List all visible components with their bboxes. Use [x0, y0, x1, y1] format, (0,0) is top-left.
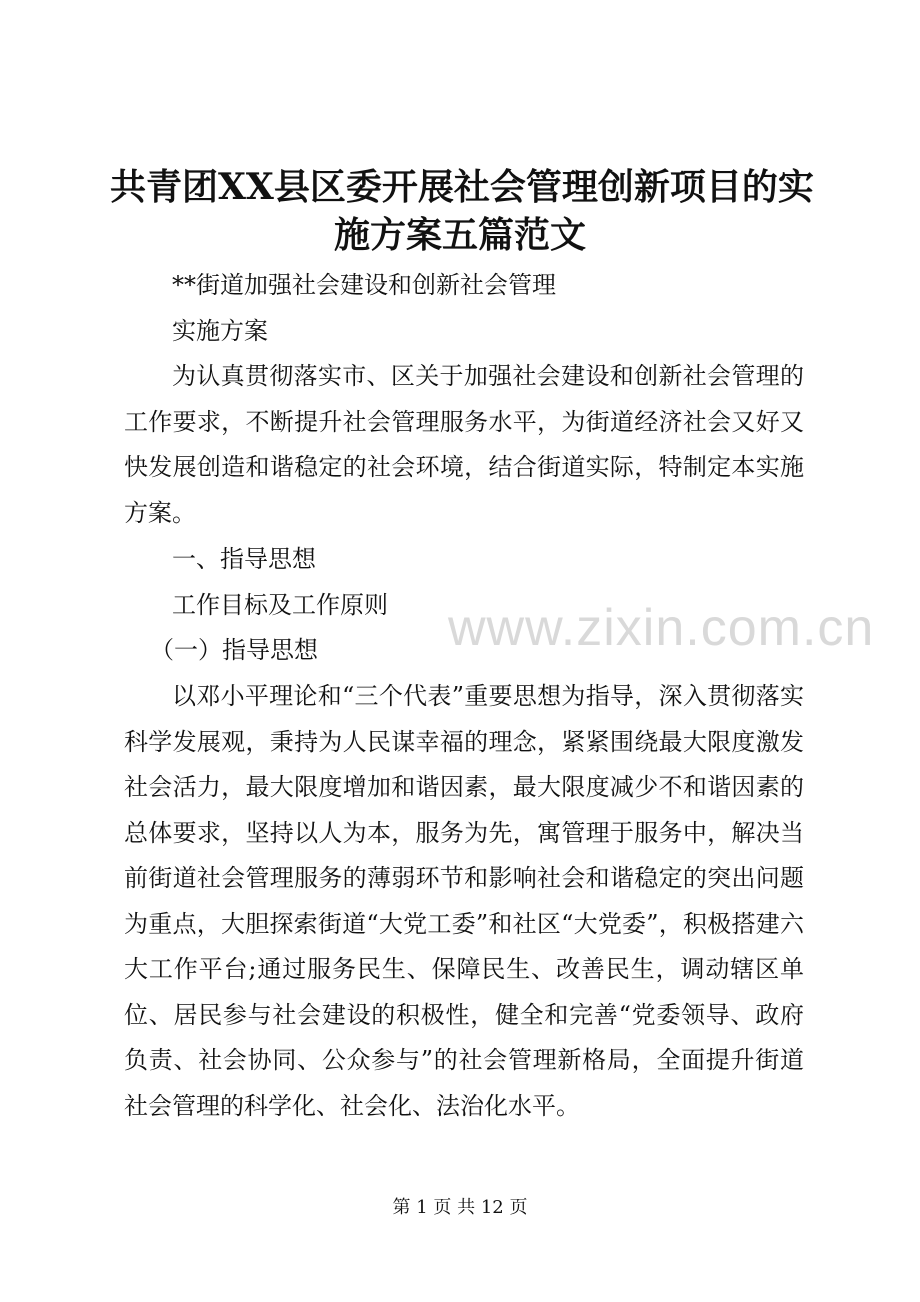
section-heading-guiding-ideology: 一、指导思想 [172, 545, 316, 573]
paragraph-subtitle: **街道加强社会建设和创新社会管理 [172, 271, 556, 299]
paragraph-guiding-ideology-body: 以邓小平理论和“三个代表”重要思想为指导，深入贯彻落实科学发展观，秉持为人民谋幸福的理念，紧紧围绕最大限度激发社会活力，最大限度增加和谐因素，最大限度减少不和谐因素的总体要求，坚持以人为本，服务为先，寓管理于服务中，解决当前街道社会管理服务的薄弱环节和影响社会和谐稳定的突出问题为重点，大胆探索街道“大党工委”和社区“大党委”，积极搭建六大工作平台;通过服务民生、保障民生、改善民生，调动辖区单位、居民参与社会建设的积极性，健全和完善“党委领导、政府负责、社会协同、公众参与”的社会管理新格局，全面提升街道社会管理的科学化、社会化、法治化水平。 [124, 682, 804, 1120]
page-footer: 第 1 页 共 12 页 [392, 1197, 528, 1218]
paragraph-intro: 为认真贯彻落实市、区关于加强社会建设和创新社会管理的工作要求，不断提升社会管理服务水平，为街道经济社会又好又快发展创造和谐稳定的社会环境，结合街道实际，特制定本实施方案。 [124, 362, 804, 527]
watermark-text: www.zixin.com.cn [448, 599, 875, 657]
document-title-line-2: 施方案五篇范文 [333, 214, 586, 256]
section-heading-goals-principles: 工作目标及工作原则 [172, 591, 388, 619]
subsection-heading-guiding-ideology: （一）指导思想 [150, 636, 318, 664]
paragraph-plan-heading: 实施方案 [172, 317, 268, 345]
document-title-line-1: 共青团XX县区委开展社会管理创新项目的实 [110, 166, 814, 208]
